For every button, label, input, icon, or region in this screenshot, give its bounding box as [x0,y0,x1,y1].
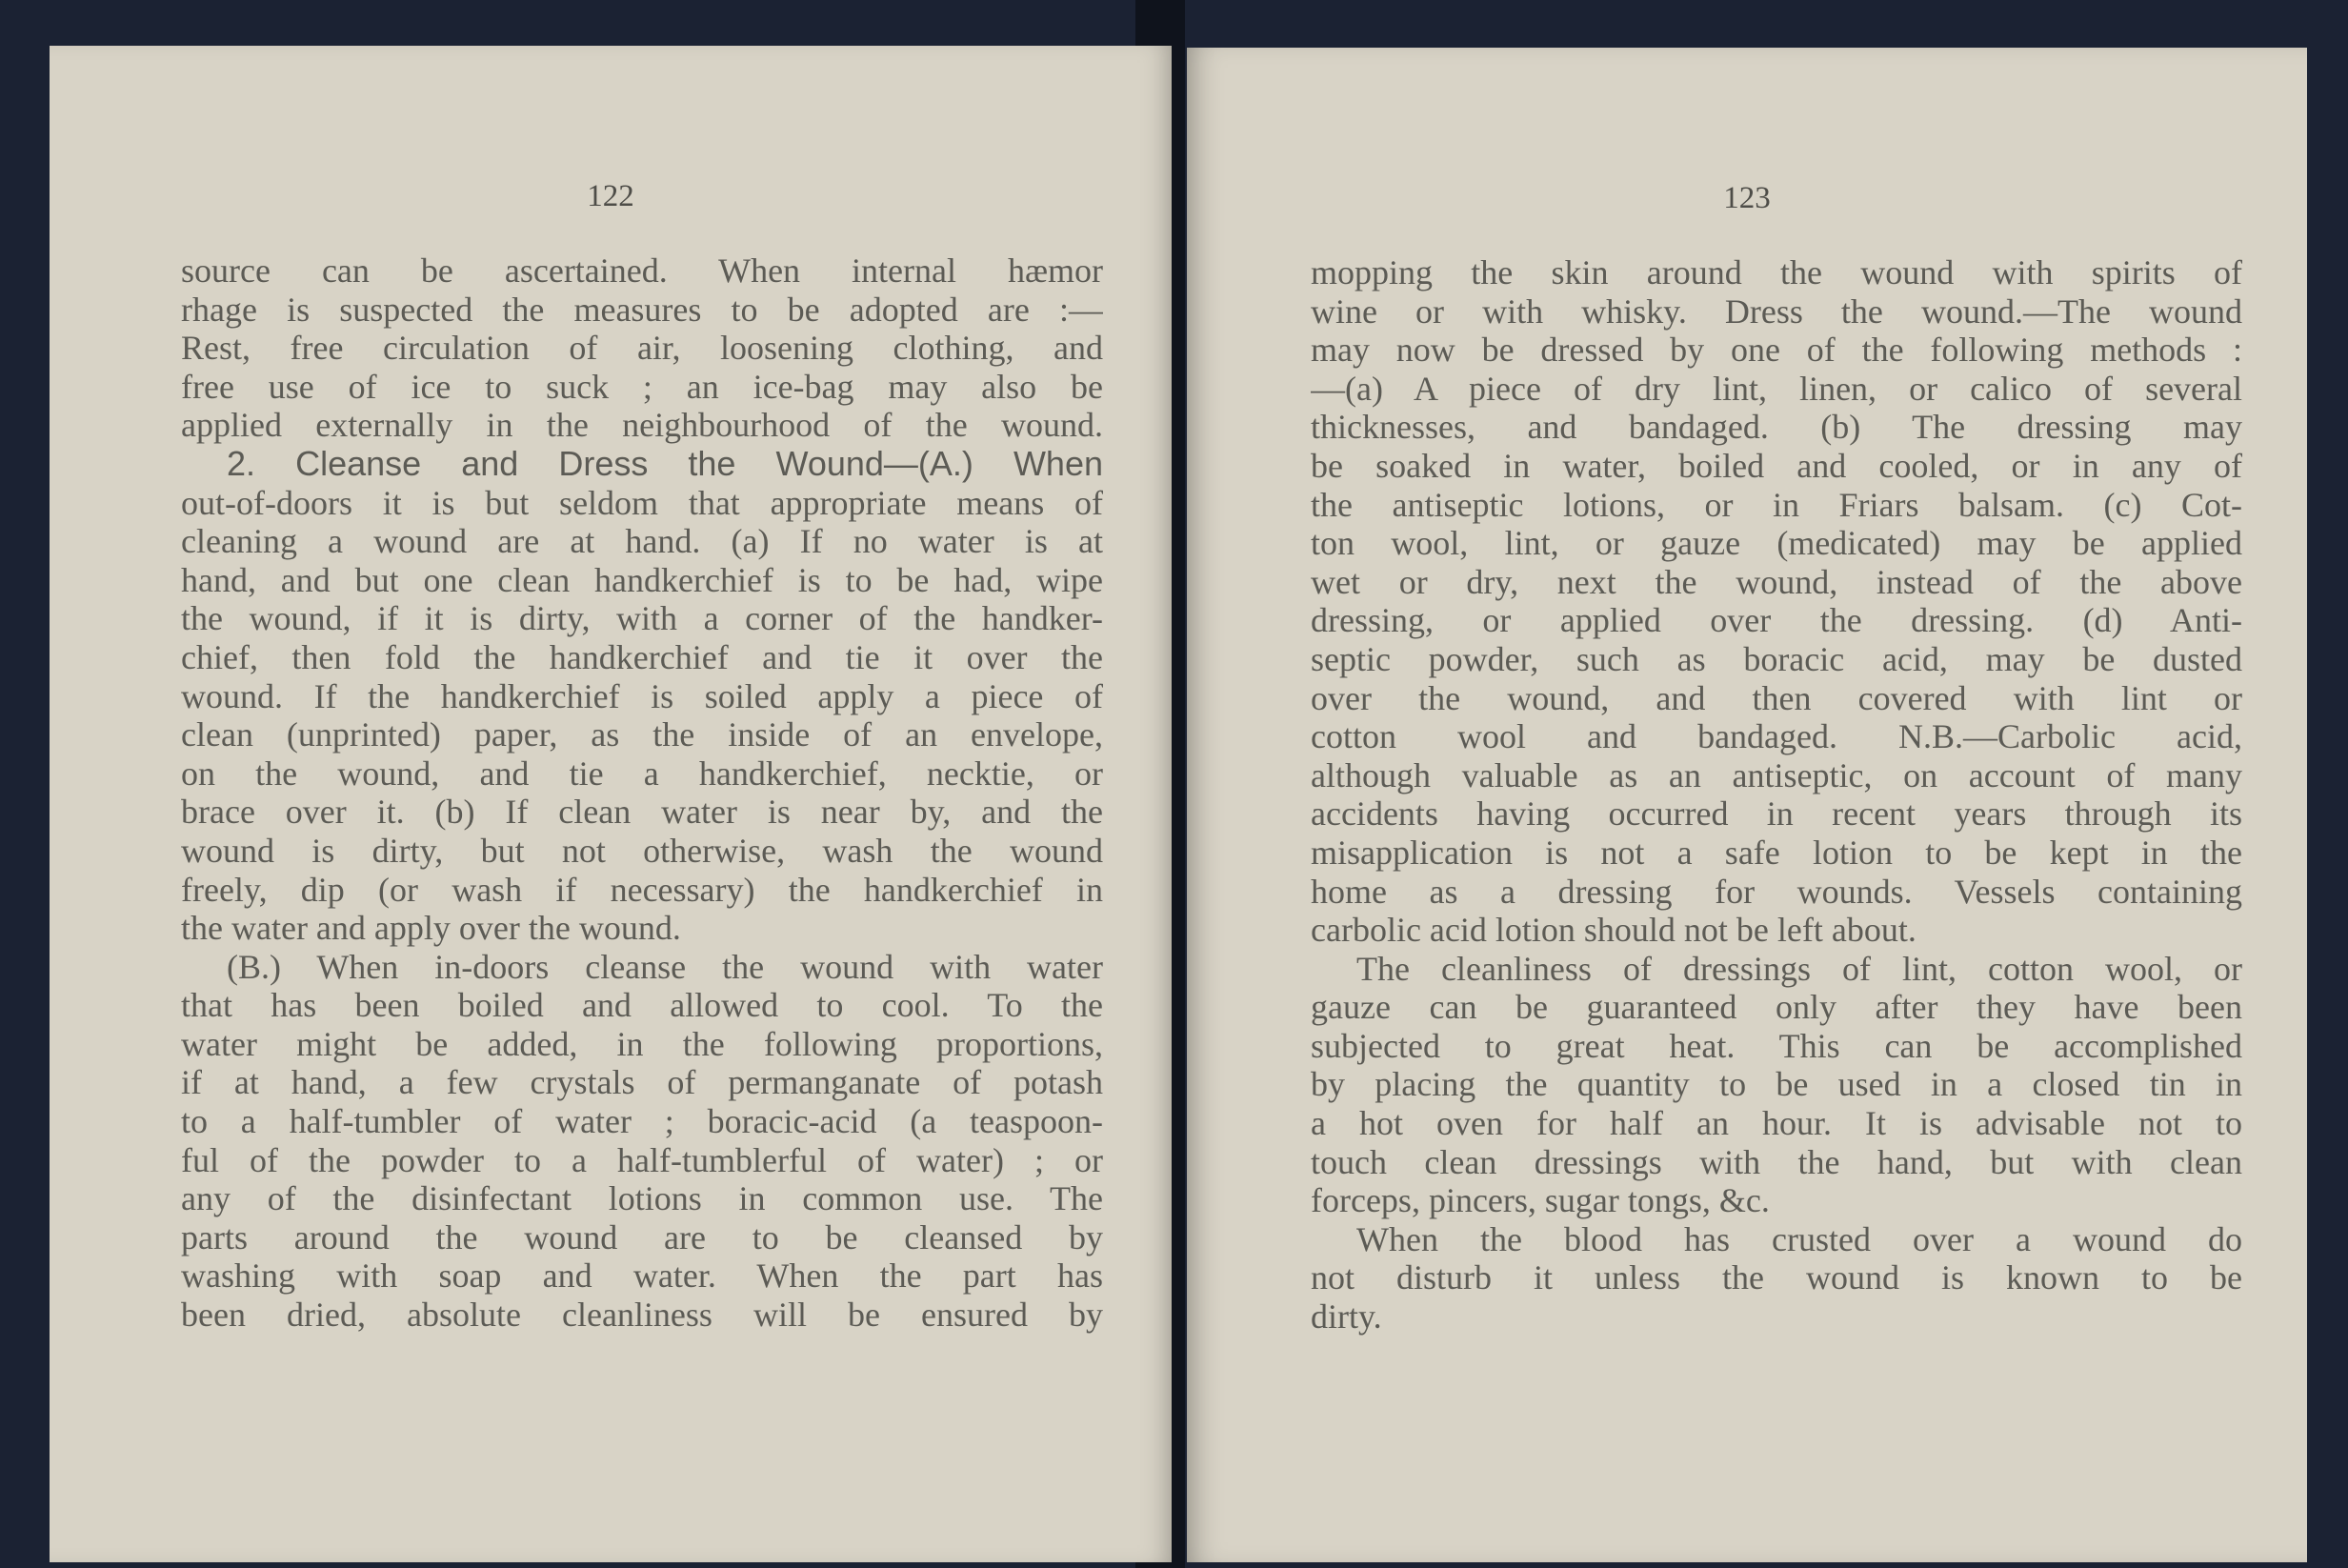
text-line: washing with soap and water. When the part has [181,1256,1103,1296]
text-line: clean (unprinted) paper, as the inside of an envelope, [181,715,1103,754]
text-line: rhage is suspected the measures to be adopted are :— [181,290,1103,329]
text-line: freely, dip (or wash if necessary) the handkerchief in [181,870,1103,909]
text-line: chief, then fold the handkerchief and tie it over the [181,637,1103,676]
text-line: dirty. [1311,1297,1382,1337]
text-line: forceps, pincers, sugar tongs, &c. [1311,1181,1770,1220]
page-number: 122 [587,179,634,213]
text-line: the antiseptic lotions, or in Friars balsam. (c) Cot- [1311,485,2242,524]
left-page [50,46,1172,1562]
text-line: if at hand, a few crystals of permanganate of potash [181,1063,1103,1102]
text-line: although valuable as an antiseptic, on account of many [1311,755,2242,794]
text-line: may now be dressed by one of the following methods : [1311,331,2242,370]
text-line: —(a) A piece of dry lint, linen, or calico of several [1311,369,2242,408]
text-line: home as a dressing for wounds. Vessels containing [1311,872,2242,911]
text-line: Rest, free circulation of air, loosening clothing, and [181,329,1103,368]
text-line: ful of the powder to a half-tumblerful of water) ; or [181,1140,1103,1179]
text-line: the water and apply over the wound. [181,909,681,948]
text-line: be soaked in water, boiled and cooled, or in any of [1311,446,2242,485]
text-line: ton wool, lint, or gauze (medicated) may be applied [1311,524,2242,563]
text-line: carbolic acid lotion should not be left about. [1311,911,1917,950]
text-line: misapplication is not a safe lotion to be kept in the [1311,833,2242,872]
section-heading-line: 2. Cleanse and Dress the Wound—(A.) When [227,444,1103,483]
text-line: a hot oven for half an hour. It is advisable not to [1311,1104,2242,1143]
text-line: been dried, absolute cleanliness will be ensured by [181,1296,1103,1335]
text-line: applied externally in the neighbourhood of the wound. [181,406,1103,445]
text-line: on the wound, and tie a handkerchief, necktie, or [181,754,1103,793]
text-line: out-of-doors it is but seldom that appropriate means of [181,483,1103,522]
text-line: wine or with whisky. Dress the wound.—The wound [1311,291,2242,331]
text-line: by placing the quantity to be used in a closed tin in [1311,1065,2242,1104]
text-line: parts around the wound are to be cleansed by [181,1217,1103,1256]
text-line: water might be added, in the following proportions, [181,1024,1103,1063]
text-line: free use of ice to suck ; an ice-bag may also be [181,367,1103,406]
text-line: brace over it. (b) If clean water is near by, and the [181,793,1103,832]
text-line: wet or dry, next the wound, instead of the above [1311,562,2242,601]
left-page-text [181,251,1103,1335]
text-line: The cleanliness of dressings of lint, cotton wool, or [1356,949,2242,988]
text-line: cotton wool and bandaged. N.B.—Carbolic acid, [1311,717,2242,756]
text-line: septic powder, such as boracic acid, may be dusted [1311,639,2242,678]
text-line: touch clean dressings with the hand, but with clean [1311,1142,2242,1181]
text-line: over the wound, and then covered with lint or [1311,678,2242,717]
right-page [1187,48,2307,1562]
text-line: cleaning a wound are at hand. (a) If no water is at [181,522,1103,561]
text-line: not disturb it unless the wound is known to be [1311,1258,2242,1297]
text-line: accidents having occurred in recent years through its [1311,794,2242,834]
text-line: (B.) When in-doors cleanse the wound with water [227,947,1103,986]
text-line: that has been boiled and allowed to cool. To the [181,986,1103,1025]
text-line: hand, and but one clean handkerchief is to be had, wipe [181,560,1103,599]
text-line: wound. If the handkerchief is soiled apply a piece of [181,676,1103,715]
text-line: dressing, or applied over the dressing. (d) Anti- [1311,601,2242,640]
text-line: subjected to great heat. This can be accomplished [1311,1026,2242,1065]
text-line: to a half-tumbler of water ; boracic-acid (a teaspoon- [181,1102,1103,1141]
text-line: thicknesses, and bandaged. (b) The dressing may [1311,408,2242,447]
text-line: wound is dirty, but not otherwise, wash the wound [181,831,1103,870]
text-line: gauze can be guaranteed only after they have been [1311,988,2242,1027]
right-page-text [1311,253,2242,1337]
text-line: When the blood has crusted over a wound do [1356,1219,2242,1258]
page-number: 123 [1723,181,1771,215]
text-line: mopping the skin around the wound with spirits of [1311,253,2242,291]
text-line: any of the disinfectant lotions in common use. The [181,1179,1103,1218]
text-line: the wound, if it is dirty, with a corner of the handker- [181,599,1103,638]
text-line: source can be ascertained. When internal hæmor [181,251,1103,290]
